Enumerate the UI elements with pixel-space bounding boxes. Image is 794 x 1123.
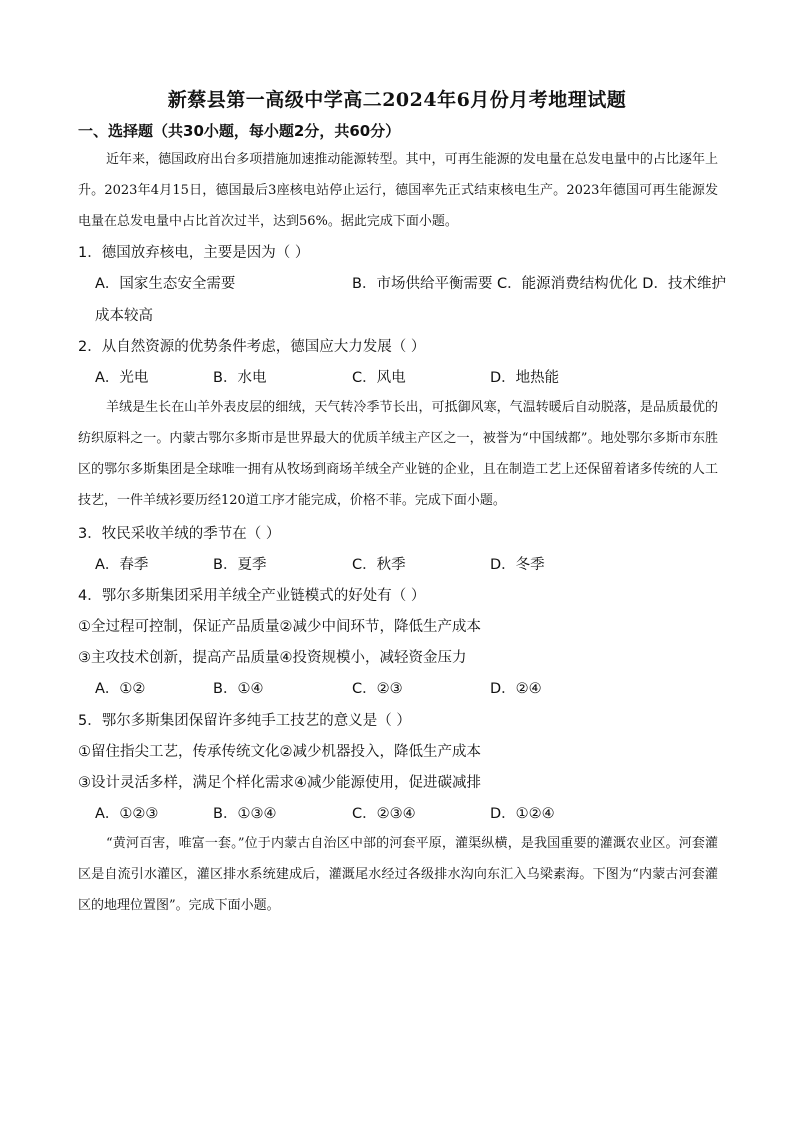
question-5-statements-1: ①留住指尖工艺，传承传统文化②减少机器投入，降低生产成本 — [78, 744, 481, 760]
question-4-options — [95, 677, 735, 699]
question-2-option-a: A．光电 — [95, 370, 149, 386]
question-1-option-d-wrap: 成本较高 — [95, 308, 153, 324]
page-title: 新蔡县第一高级中学高二2024年6月份月考地理试题 — [167, 89, 627, 111]
question-1-options — [95, 272, 735, 294]
question-4-option-d: D．②④ — [490, 681, 542, 697]
passage-2-text: 羊绒是生长在山羊外表皮层的细绒，天气转冷季节长出，可抵御风寒，气温转暖后自动脱落，是品质最优的纺织原料之一。内蒙古鄂尔多斯市是世界最大的优质羊绒主产区之一，被誉为“中国绒都”。地处鄂尔多斯市东胜区的鄂尔多斯集团是全球唯一拥有从牧场到商场羊绒全产业链的企业，且在制造工艺上还保留着诸多传统的人工技艺，一件羊绒衫要历经120道工序才能完成，价格不菲。完成下面小题。 — [78, 400, 718, 508]
passage-2 — [78, 392, 718, 516]
question-5-option-a: A．①②③ — [95, 806, 159, 822]
question-1-stem: 1．德国放弃核电，主要是因为（ ） — [78, 245, 310, 261]
question-5-statements-2: ③设计灵活多样，满足个样化需求④减少能源使用，促进碳减排 — [78, 775, 481, 791]
question-5-option-c: C．②③④ — [352, 806, 416, 822]
question-2-options — [95, 366, 735, 388]
question-3-option-d: D．冬季 — [490, 557, 545, 573]
question-4-stem: 4．鄂尔多斯集团采用羊绒全产业链模式的好处有（ ） — [78, 588, 426, 604]
question-5-option-d: D．①②④ — [490, 806, 555, 822]
section-heading: 一、选择题（共30小题，每小题2分，共60分） — [78, 122, 401, 140]
question-2-option-c: C．风电 — [352, 370, 406, 386]
passage-3 — [78, 828, 718, 921]
question-4-option-b: B．①④ — [213, 681, 264, 697]
question-5-option-b: B．①③④ — [213, 806, 277, 822]
question-1-options-bcd: B．市场供给平衡需要 C．能源消费结构优化 D．技术维护 — [352, 276, 726, 292]
question-3-options — [95, 553, 735, 575]
question-4-option-a: A．①② — [95, 681, 146, 697]
passage-1-text: 近年来，德国政府出台多项措施加速推动能源转型。其中，可再生能源的发电量在总发电量中的占比逐年上升。2023年4月15日，德国最后3座核电站停止运行，德国率先正式结束核电生产。2023年德国可再生能源发电量在总发电量中占比首次过半，达到56%。据此完成下面小题。 — [78, 152, 718, 229]
question-4-statements-1: ①全过程可控制，保证产品质量②减少中间环节，降低生产成本 — [78, 619, 481, 635]
passage-3-text: “黄河百害，唯富一套。”位于内蒙古自治区中部的河套平原，灌渠纵横，是我国重要的灌溉农业区。河套灌区是自流引水灌区，灌区排水系统建成后，灌溉尾水经过各级排水沟向东汇入乌梁素海。下图为“内蒙古河套灌区的地理位置图”。完成下面小题。 — [78, 836, 718, 913]
question-3-option-c: C．秋季 — [352, 557, 406, 573]
question-2-option-d: D．地热能 — [490, 370, 560, 386]
question-5-options — [95, 802, 735, 824]
question-1-option-a: A．国家生态安全需要 — [95, 276, 236, 292]
question-4-statements-2: ③主攻技术创新，提高产品质量④投资规模小，减轻资金压力 — [78, 650, 467, 666]
question-2-stem: 2．从自然资源的优势条件考虑，德国应大力发展（ ） — [78, 339, 426, 355]
question-3-stem: 3．牧民采收羊绒的季节在（ ） — [78, 526, 281, 542]
question-3-option-a: A．春季 — [95, 557, 149, 573]
question-4-option-c: C．②③ — [352, 681, 403, 697]
question-2-option-b: B．水电 — [213, 370, 267, 386]
question-3-option-b: B．夏季 — [213, 557, 267, 573]
question-5-stem: 5．鄂尔多斯集团保留许多纯手工技艺的意义是（ ） — [78, 713, 411, 729]
passage-1 — [78, 144, 718, 237]
